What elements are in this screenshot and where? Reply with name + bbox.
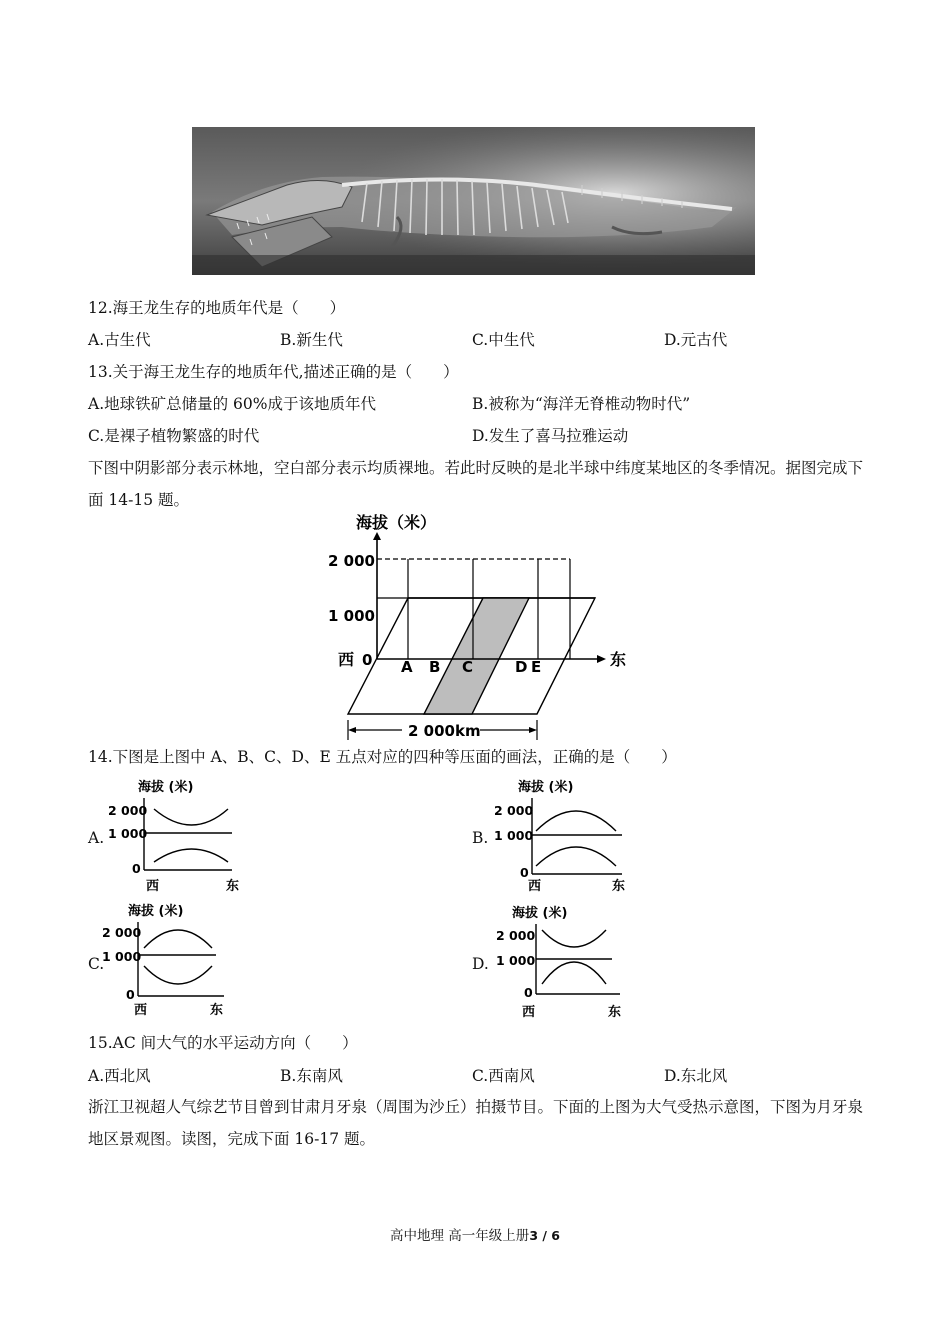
q14-option-c-label[interactable]: C.	[88, 955, 105, 973]
intro-14-15: 下图中阴影部分表示林地，空白部分表示均质裸地。若此时反映的是北半球中纬度某地区的冬季情况。据图完成下面 14-15 题。	[88, 459, 864, 509]
b-t2000: 2 000	[494, 803, 534, 818]
c-west: 西	[134, 1003, 148, 1018]
q13-stem: 13.关于海王龙生存的地质年代,描述正确的是（ ）	[88, 363, 459, 381]
main-point-c: C	[462, 658, 474, 676]
q14-option-b-label[interactable]: B.	[472, 829, 489, 847]
q15-option-b[interactable]: B.东南风	[280, 1067, 343, 1085]
main-point-b: B	[429, 658, 441, 676]
d-t1000: 1 000	[496, 953, 536, 968]
a-zero: 0	[132, 861, 141, 876]
q15-stem: 15.AC 间大气的水平运动方向（ ）	[88, 1034, 358, 1052]
q12-option-d[interactable]: D.元古代	[664, 331, 728, 349]
footer-text: 高中地理 高一年级上册	[390, 1228, 530, 1244]
q12-option-c[interactable]: C.中生代	[472, 331, 535, 349]
main-point-d: D	[515, 658, 528, 676]
main-tick-1000: 1 000	[328, 607, 375, 625]
q13-option-c[interactable]: C.是裸子植物繁盛的时代	[88, 427, 260, 445]
q14-option-d-figure[interactable]	[490, 902, 640, 1022]
q14-option-c-figure[interactable]	[102, 900, 252, 1020]
q12-option-a[interactable]: A.古生代	[88, 331, 151, 349]
main-point-a: A	[401, 658, 413, 676]
c-ylabel: 海拔 (米)	[128, 904, 184, 919]
a-t2000: 2 000	[108, 803, 148, 818]
q14-stem: 14.下图是上图中 A、B、C、D、E 五点对应的四种等压面的画法，正确的是（ ）	[88, 748, 677, 766]
d-west: 西	[522, 1005, 536, 1020]
c-zero: 0	[126, 987, 135, 1002]
c-t1000: 1 000	[102, 949, 142, 964]
q13-option-b[interactable]: B.被称为“海洋无脊椎动物时代”	[472, 395, 691, 413]
c-t2000: 2 000	[102, 925, 142, 940]
a-west: 西	[146, 879, 160, 894]
forest-bare-land-diagram	[320, 508, 640, 744]
d-east: 东	[608, 1005, 622, 1020]
b-east: 东	[612, 879, 626, 894]
q15-option-d[interactable]: D.东北风	[664, 1067, 728, 1085]
c-east: 东	[210, 1003, 224, 1018]
q14-option-d-label[interactable]: D.	[472, 955, 489, 973]
d-t2000: 2 000	[496, 928, 536, 943]
q13-option-a[interactable]: A.地球铁矿总储量的 60%成于该地质年代	[88, 395, 376, 413]
b-ylabel: 海拔 (米)	[518, 780, 574, 795]
q14-option-a-label[interactable]: A.	[88, 829, 105, 847]
b-west: 西	[528, 879, 542, 894]
mosasaur-skeleton-photo	[192, 127, 755, 275]
d-ylabel: 海拔 (米)	[512, 906, 568, 921]
intro-16-17: 浙江卫视超人气综艺节目曾到甘肃月牙泉（周围为沙丘）拍摄节目。下面的上图为大气受热示意图，下图为月牙泉地区景观图。读图，完成下面 16-17 题。	[88, 1098, 864, 1148]
main-point-e: E	[531, 658, 542, 676]
q14-option-b-figure[interactable]	[488, 776, 638, 896]
main-tick-2000: 2 000	[328, 552, 375, 570]
q15-option-a[interactable]: A.西北风	[88, 1067, 151, 1085]
main-zero: 0	[362, 651, 373, 669]
d-zero: 0	[524, 985, 533, 1000]
q14-option-a-figure[interactable]	[106, 776, 256, 896]
q15-option-c[interactable]: C.西南风	[472, 1067, 535, 1085]
b-t1000: 1 000	[494, 828, 534, 843]
b-zero: 0	[520, 865, 529, 880]
q12-option-b[interactable]: B.新生代	[280, 331, 343, 349]
main-ylabel: 海拔（米）	[356, 513, 437, 532]
a-t1000: 1 000	[108, 826, 148, 841]
main-east: 东	[610, 650, 627, 669]
a-ylabel: 海拔 (米)	[138, 780, 194, 795]
main-distance: 2 000km	[408, 722, 481, 740]
q12-stem: 12.海王龙生存的地质年代是（ ）	[88, 299, 346, 317]
page-number: 3 / 6	[529, 1228, 560, 1243]
a-east: 东	[226, 879, 240, 894]
main-west: 西	[338, 650, 355, 669]
q13-option-d[interactable]: D.发生了喜马拉雅运动	[472, 427, 629, 445]
page-footer	[0, 1224, 950, 1244]
